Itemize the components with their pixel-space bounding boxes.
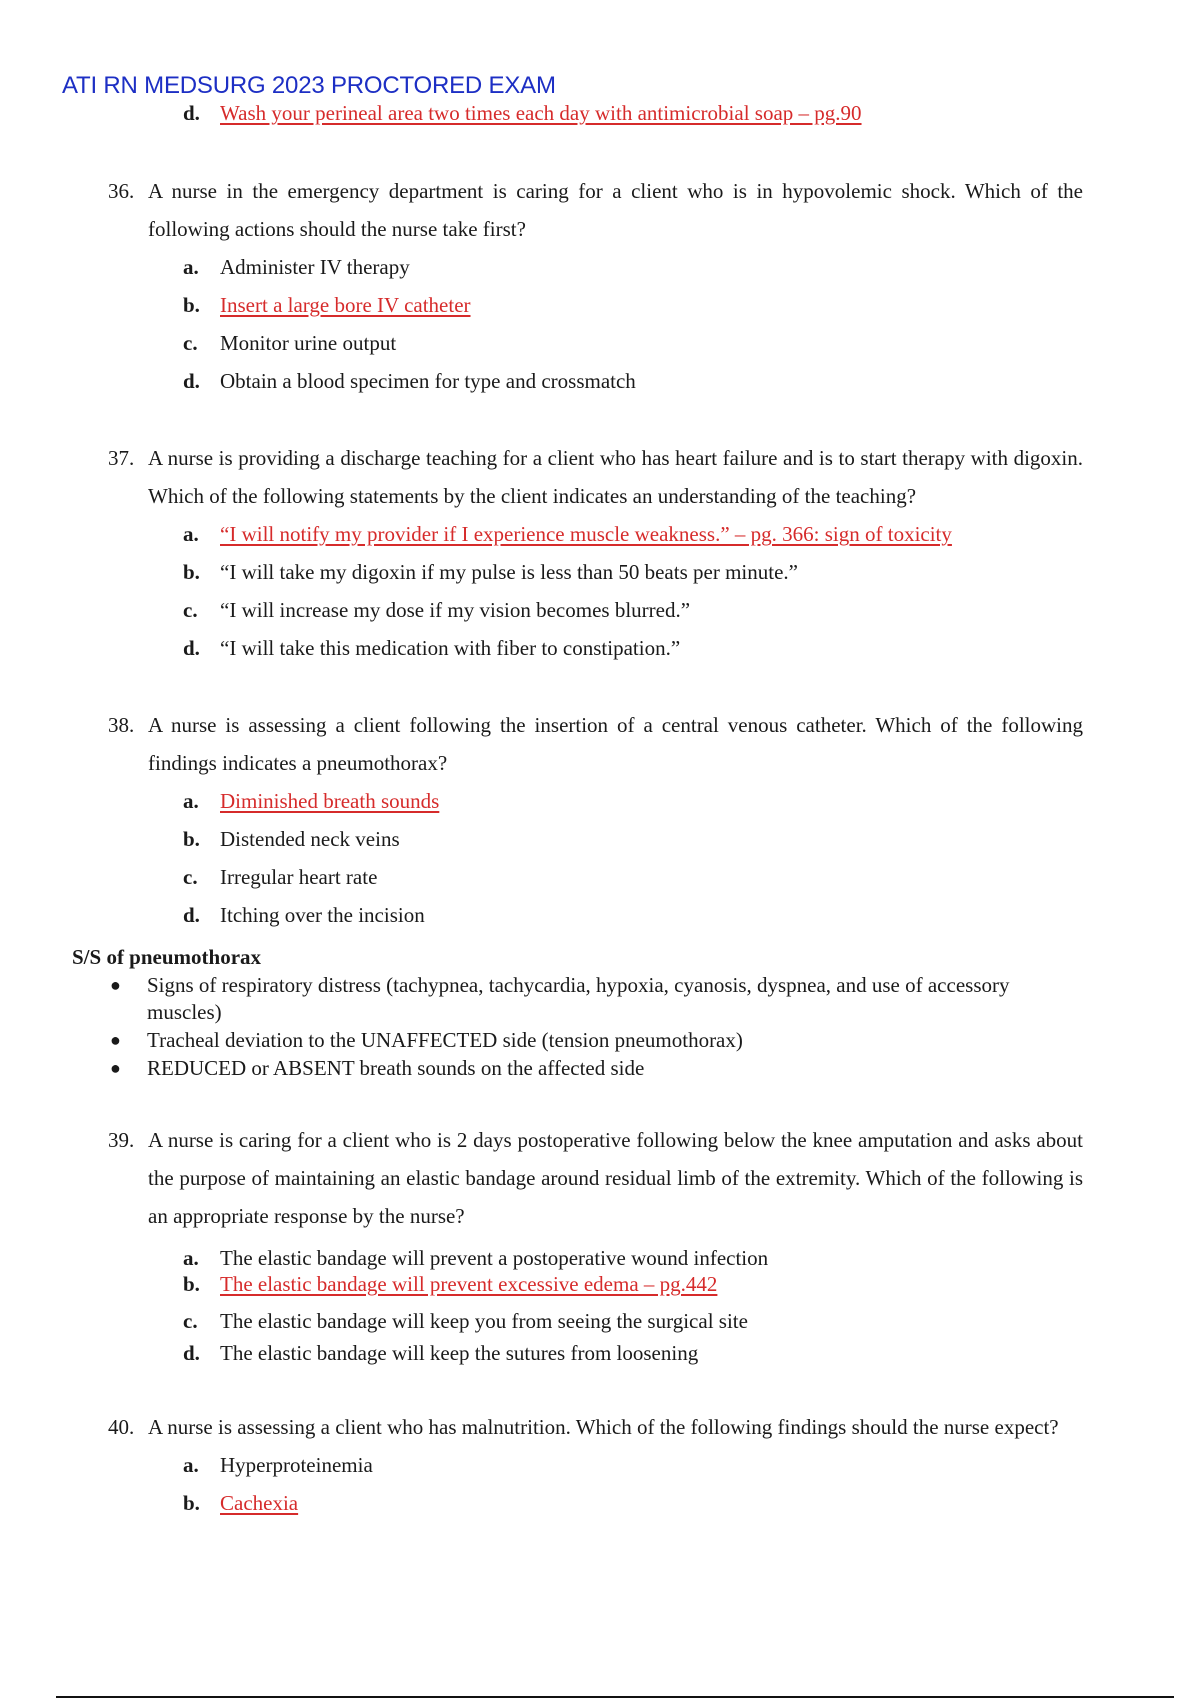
option-letter: a. bbox=[183, 522, 199, 546]
answer-option bbox=[108, 1484, 1083, 1522]
option-text: Obtain a blood specimen for type and crossmatch bbox=[220, 369, 636, 393]
option-letter: b. bbox=[183, 560, 200, 584]
option-letter: d. bbox=[183, 369, 200, 393]
option-text: Administer IV therapy bbox=[220, 255, 410, 279]
footer-divider bbox=[56, 1696, 1174, 1698]
question-number: 40. bbox=[108, 1415, 135, 1439]
answer-option bbox=[108, 629, 1083, 667]
bullet-icon: ● bbox=[110, 1058, 121, 1078]
notes-list bbox=[72, 972, 1082, 1082]
option-text: Irregular heart rate bbox=[220, 865, 378, 889]
option-text: The elastic bandage will keep you from seeing the surgical site bbox=[220, 1309, 748, 1333]
question-stem bbox=[108, 706, 1083, 782]
question-number: 38. bbox=[108, 713, 135, 737]
option-text: “I will increase my dose if my vision becomes blurred.” bbox=[220, 598, 691, 622]
correct-answer-text: The elastic bandage will prevent excessive edema – pg.442 bbox=[220, 1272, 718, 1296]
question-text: A nurse is caring for a client who is 2 days postoperative following below the knee amputation and asks about the purpose of maintaining an elastic bandage around residual limb of the extremity. Which of the following is an appropriate response by the nurse? bbox=[148, 1128, 1083, 1228]
option-text: “I will take my digoxin if my pulse is less than 50 beats per minute.” bbox=[220, 560, 798, 584]
answer-option bbox=[108, 820, 1083, 858]
option-text: “I will take this medication with fiber to constipation.” bbox=[220, 636, 681, 660]
option-letter: c. bbox=[183, 598, 198, 622]
question-stem bbox=[108, 439, 1083, 515]
pneumothorax-notes bbox=[72, 942, 1082, 1083]
option-letter: a. bbox=[183, 1246, 199, 1270]
correct-answer-text: Wash your perineal area two times each day with antimicrobial soap – pg.90 bbox=[220, 101, 862, 125]
notes-list-item bbox=[72, 1027, 1082, 1054]
option-letter: c. bbox=[183, 331, 198, 355]
answer-option bbox=[108, 553, 1083, 591]
option-letter: a. bbox=[183, 1453, 199, 1477]
answer-option bbox=[108, 896, 1083, 934]
option-text: Distended neck veins bbox=[220, 827, 400, 851]
question-39 bbox=[108, 1121, 1083, 1369]
answer-option bbox=[108, 248, 1083, 286]
option-letter: b. bbox=[183, 1272, 200, 1296]
option-letter: d. bbox=[183, 1341, 200, 1365]
notes-item-text: Signs of respiratory distress (tachypnea, tachycardia, hypoxia, cyanosis, dyspnea, and use of accessory muscles) bbox=[147, 973, 1010, 1024]
notes-list-item bbox=[72, 972, 1082, 1026]
question-36 bbox=[108, 172, 1083, 400]
answer-option bbox=[108, 324, 1083, 362]
option-text: Hyperproteinemia bbox=[220, 1453, 373, 1477]
option-letter: c. bbox=[183, 865, 198, 889]
notes-item-text: Tracheal deviation to the UNAFFECTED side (tension pneumothorax) bbox=[147, 1028, 743, 1052]
option-letter: a. bbox=[183, 789, 199, 813]
answer-option bbox=[108, 1446, 1083, 1484]
correct-answer-text: Diminished breath sounds bbox=[220, 789, 440, 813]
answer-option bbox=[108, 286, 1083, 324]
correct-answer-text: Cachexia bbox=[220, 1491, 299, 1515]
correct-answer-text: “I will notify my provider if I experience muscle weakness.” – pg. 366: sign of toxicity bbox=[220, 522, 952, 546]
answer-option bbox=[108, 362, 1083, 400]
question-text: A nurse is providing a discharge teaching for a client who has heart failure and is to start therapy with digoxin. Which of the following statements by the client indicates an understanding of the teaching? bbox=[148, 446, 1083, 508]
option-letter: b. bbox=[183, 827, 200, 851]
option-text: Itching over the incision bbox=[220, 903, 425, 927]
answer-option bbox=[108, 1245, 1083, 1271]
option-letter: a. bbox=[183, 255, 199, 279]
question-number: 37. bbox=[108, 446, 135, 470]
answer-option bbox=[108, 94, 1083, 132]
notes-title: S/S of pneumothorax bbox=[72, 945, 262, 969]
option-letter: d. bbox=[183, 101, 200, 125]
option-letter: d. bbox=[183, 903, 200, 927]
option-letter: b. bbox=[183, 293, 200, 317]
notes-item-text: REDUCED or ABSENT breath sounds on the affected side bbox=[147, 1056, 645, 1080]
option-text: The elastic bandage will keep the sutures from loosening bbox=[220, 1341, 699, 1365]
option-letter: b. bbox=[183, 1491, 200, 1515]
question-stem bbox=[108, 1121, 1083, 1235]
answer-option bbox=[108, 858, 1083, 896]
question-37 bbox=[108, 439, 1083, 667]
carryover-option-block bbox=[108, 94, 1083, 132]
document-header-title: ATI RN MEDSURG 2023 PROCTORED EXAM bbox=[62, 72, 556, 99]
question-40 bbox=[108, 1408, 1083, 1522]
question-text: A nurse in the emergency department is caring for a client who is in hypovolemic shock. Which of the following actions should the nurse take first? bbox=[148, 179, 1083, 241]
question-stem bbox=[108, 172, 1083, 248]
question-text: A nurse is assessing a client following the insertion of a central venous catheter. Which of the following findings indicates a pneumothorax? bbox=[148, 713, 1083, 775]
bullet-icon: ● bbox=[110, 975, 121, 995]
answer-option bbox=[108, 1305, 1083, 1337]
answer-option bbox=[108, 515, 1083, 553]
option-text: Monitor urine output bbox=[220, 331, 397, 355]
answer-option bbox=[108, 1271, 1083, 1297]
question-number: 36. bbox=[108, 179, 135, 203]
bullet-icon: ● bbox=[110, 1030, 121, 1050]
question-38 bbox=[108, 706, 1083, 934]
notes-list-item bbox=[72, 1055, 1082, 1082]
correct-answer-text: Insert a large bore IV catheter bbox=[220, 293, 471, 317]
option-text: The elastic bandage will prevent a postoperative wound infection bbox=[220, 1246, 769, 1270]
question-stem bbox=[108, 1408, 1083, 1446]
question-number: 39. bbox=[108, 1128, 135, 1152]
question-text: A nurse is assessing a client who has malnutrition. Which of the following findings should the nurse expect? bbox=[148, 1415, 1059, 1439]
option-letter: c. bbox=[183, 1309, 198, 1333]
answer-option bbox=[108, 1337, 1083, 1369]
answer-option bbox=[108, 591, 1083, 629]
answer-option bbox=[108, 782, 1083, 820]
option-letter: d. bbox=[183, 636, 200, 660]
